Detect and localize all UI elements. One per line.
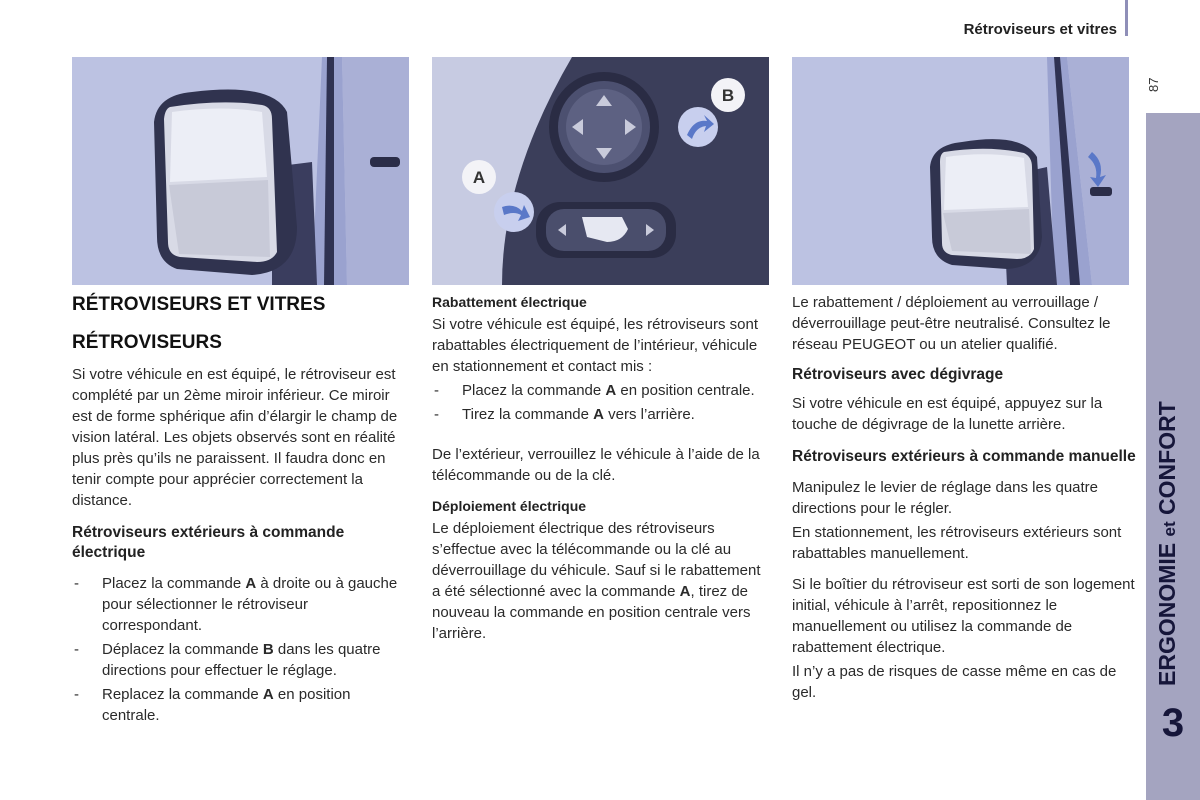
heading-electric-deploy: Déploiement électrique (432, 498, 587, 514)
chapter-tab-label-end: CONFORT (1154, 401, 1180, 515)
figure-mirror-control (432, 57, 769, 285)
intro-paragraph: Si votre véhicule en est équipé, le rétroviseur est complété par un 2ème miroir inférieur. Ce miroir est de forme sphérique afin d’élargir le champ de vision latéral. Les objets observés sont en réalité plus près qu’ils ne paraissent. Il faudra donc en tenir compte pour apprécier correctement la distance. (72, 366, 398, 509)
heading-defrost: Rétroviseurs avec dégivrage (792, 366, 1004, 383)
section-title: RÉTROVISEURS ET VITRES (72, 294, 326, 315)
column-1 (72, 292, 412, 726)
heading-electric-mirrors: Rétroviseurs extérieurs à commande électrique (72, 524, 345, 561)
mirror-illustration (72, 57, 409, 285)
paragraph-deploy: Le déploiement électrique des rétroviseurs s’effectue avec la télécommande ou la clé au déverrouillage du véhicule. Sauf si le rabattement a été sélectionné avec la commande A, tirez de nouveau la commande en position centrale vers l’arrière. (432, 520, 761, 642)
figure-mirror-manual (792, 57, 1129, 285)
paragraph-reposition: Si le boîtier du rétroviseur est sorti de son logement initial, véhicule à l’arrêt, repositionnez le manuellement ou utilisez la commande de rabattement électrique. (792, 576, 1135, 656)
list-item: - Replacez la commande A en position centrale. (72, 684, 412, 726)
paragraph-manual-fold: En stationnement, les rétroviseurs extérieurs sont rabattables manuellement. (792, 524, 1122, 562)
paragraph-folding: Si votre véhicule est équipé, les rétroviseurs sont rabattables électriquement de l’intérieur, véhicule en stationnement et contact mis : (432, 316, 758, 375)
label-a: A (472, 168, 486, 187)
list-item: - Déplacez la commande B dans les quatre directions pour effectuer le réglage. (72, 639, 412, 681)
chapter-tab-label-main: ERGONOMIE (1154, 542, 1180, 686)
label-b: B (721, 86, 735, 105)
list-item: - Tirez la commande A vers l’arrière. (432, 404, 772, 425)
selector-switch (536, 202, 676, 258)
heading-manual: Rétroviseurs extérieurs à commande manuelle (792, 448, 1136, 465)
section-subtitle: RÉTROVISEURS (72, 332, 222, 353)
chapter-number: 3 (1161, 701, 1185, 745)
chapter-tab-label (1154, 366, 1181, 686)
column-2 (432, 292, 772, 644)
list-item: - Placez la commande A en position centrale. (432, 380, 772, 401)
paragraph-neutralize: Le rabattement / déploiement au verrouillage / déverrouillage peut-être neutralisé. Consultez le réseau PEUGEOT ou un atelier qualifié. (792, 294, 1111, 353)
column-3 (792, 292, 1137, 703)
heading-electric-folding: Rabattement électrique (432, 294, 587, 310)
paragraph-frost: Il n’y a pas de risques de casse même en cas de gel. (792, 663, 1117, 701)
running-header-title: Rétroviseurs et vitres (963, 21, 1117, 38)
instructions-list (72, 573, 412, 726)
figure-mirror-spherical (72, 57, 409, 285)
folding-steps-list (432, 380, 772, 425)
header-divider (1125, 0, 1128, 36)
direction-pad (549, 72, 659, 182)
paragraph-manual-lever: Manipulez le levier de réglage dans les quatre directions pour le régler. (792, 479, 1099, 517)
list-item: - Placez la commande A à droite ou à gauche pour sélectionner le rétroviseur correspondant. (72, 573, 412, 636)
chapter-tab-label-connector: et (1160, 521, 1179, 537)
page-number: 87 (1146, 77, 1161, 92)
paragraph-exterior-lock: De l’extérieur, verrouillez le véhicule à l’aide de la télécommande ou de la clé. (432, 446, 760, 484)
paragraph-defrost: Si votre véhicule en est équipé, appuyez sur la touche de dégivrage de la lunette arrière. (792, 395, 1103, 433)
